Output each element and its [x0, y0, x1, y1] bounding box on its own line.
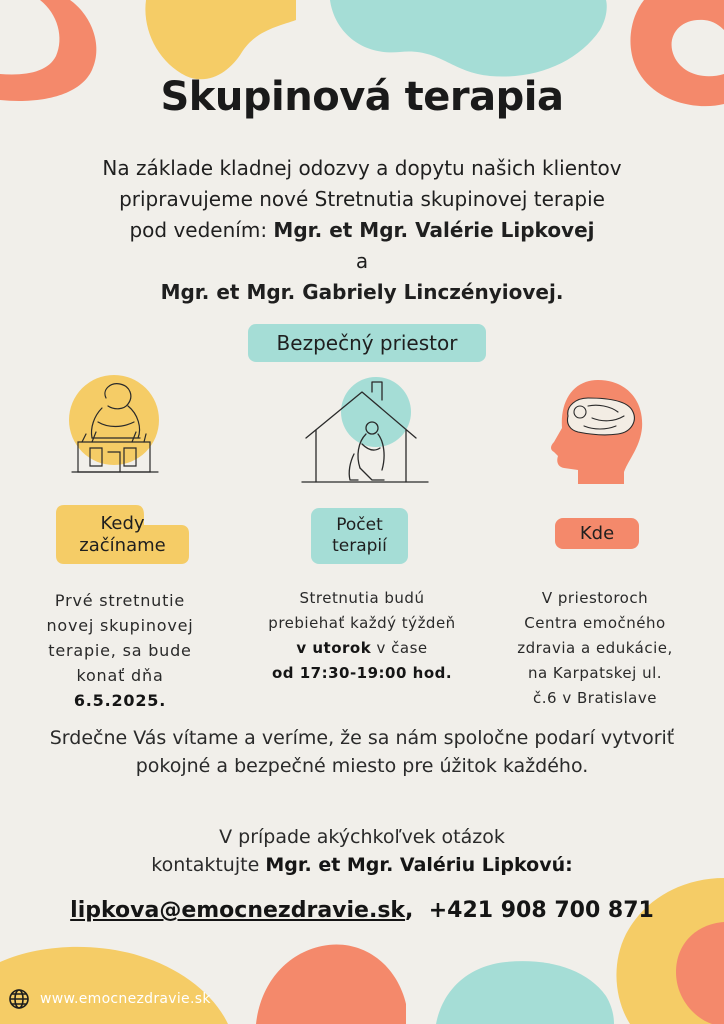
where-line-5: č.6 v Bratislave — [533, 689, 657, 707]
count-label-line-1: Počet — [336, 515, 383, 535]
count-line-2: prebiehať každý týždeň — [268, 614, 456, 632]
intro-line-5 — [40, 277, 684, 308]
intro-line-1: Na základe kladnej odozvy a dopytu našich klientov — [102, 156, 622, 180]
phone-number[interactable]: +421 908 700 871 — [428, 898, 654, 923]
decor-blob-bottom-coral — [256, 942, 406, 1024]
footer — [8, 988, 211, 1010]
count-line-3-suffix: v čase — [371, 639, 428, 657]
intro-line-2: pripravujeme nové Stretnutia skupinovej terapie — [119, 187, 605, 211]
head-profile-illustration — [548, 376, 648, 486]
count-line-3 — [240, 636, 484, 661]
count-line-1: Stretnutia budú — [299, 589, 425, 607]
when-line-3: terapie, sa bude — [48, 641, 192, 660]
intro-line-3-prefix: pod vedením: — [129, 218, 274, 242]
intro-text — [40, 153, 684, 308]
website-link[interactable]: www.emocnezdravie.sk — [40, 991, 211, 1007]
count-label — [311, 508, 408, 564]
where-details — [500, 586, 690, 711]
when-label-line-2: začíname — [79, 534, 166, 556]
start-date: 6.5.2025. — [73, 691, 167, 710]
count-details — [240, 586, 484, 686]
when-line-1: Prvé stretnutie — [54, 591, 186, 610]
hugging-figure-illustration — [62, 372, 166, 480]
welcome-line-1: Srdečne Vás vítame a veríme, že sa nám spoločne podarí vytvoriť — [49, 727, 675, 749]
contact-line-2-prefix: kontaktujte — [151, 854, 266, 876]
decor-blob-top-teal — [330, 0, 610, 80]
contact-separator: , — [405, 898, 414, 923]
email-link[interactable]: lipkova@emocnezdravie.sk — [70, 898, 406, 923]
globe-icon — [8, 988, 30, 1010]
house-figure-illustration — [300, 372, 430, 484]
page-title: Skupinová terapia — [160, 74, 564, 120]
when-line-4: konať dňa — [76, 666, 164, 685]
contact-text — [20, 823, 704, 879]
welcome-line-2: pokojné a bezpečné miesto pre úžitok každého. — [135, 755, 589, 777]
contact-details — [0, 898, 724, 923]
safe-space-badge: Bezpečný priestor — [248, 324, 486, 362]
contact-line-2 — [20, 851, 704, 879]
where-label: Kde — [555, 518, 639, 549]
welcome-text — [20, 724, 704, 780]
meeting-time: od 17:30-19:00 hod. — [271, 664, 453, 682]
decor-blob-bottom-teal — [436, 956, 616, 1024]
where-line-4: na Karpatskej ul. — [527, 664, 663, 682]
leader-2-name: Mgr. et Mgr. Gabriely Linczényiovej. — [160, 280, 564, 304]
meeting-day: v utorok — [296, 639, 372, 657]
intro-line-3 — [40, 215, 684, 246]
when-details — [20, 588, 220, 713]
where-line-2: Centra emočného — [524, 614, 666, 632]
when-label-line-1: Kedy — [100, 512, 145, 534]
contact-line-1: V prípade akýchkoľvek otázok — [219, 826, 505, 848]
where-line-1: V priestoroch — [541, 589, 649, 607]
leader-1-name: Mgr. et Mgr. Valérie Lipkovej — [273, 218, 595, 242]
contact-person-name: Mgr. et Mgr. Valériu Lipkovú: — [265, 854, 573, 876]
when-label — [56, 505, 189, 564]
when-label-text — [79, 513, 165, 557]
decor-blob-bottom-yellow-left — [0, 942, 230, 1024]
when-line-2: novej skupinovej — [46, 616, 194, 635]
where-line-3: zdravia a edukácie, — [517, 639, 673, 657]
intro-conjunction: a — [355, 249, 369, 273]
count-label-line-2: terapií — [332, 536, 387, 556]
